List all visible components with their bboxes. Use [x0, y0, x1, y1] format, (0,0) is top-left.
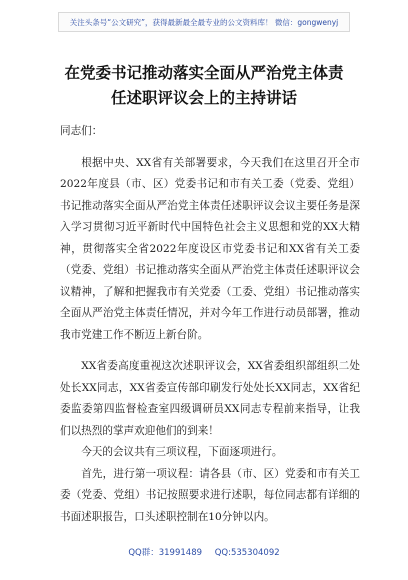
title-line-2: 任述职评议会上的主持讲话 [110, 88, 297, 107]
document-title [40, 60, 368, 110]
paragraph-1: 根据中央、XX省有关部署要求，今天我们在这里召开全市2022年度县（市、区）党委书记和市有关工委（党委、党组）书记推动落实全面从严治党主体责任述职评议会议主要任务是深入学习贯彻习近平新时代中国特色社会主义思想和党的XX大精神，贯彻落实全省2022年度设区市党委书记和XX省有关工委（党委、党组）书记推动落实全面从严治党主体责任述职评议会议精神，了解和把握我市有关党委（工委、党组）书记推动落实全面从严治党主体责任情况，并对今年工作进行动员部署，推动我市党建工作不断迈上新台阶。 [60, 156, 360, 341]
footer-qq-group: QQ群：31991489 [128, 548, 203, 558]
paragraph-2: XX省委高度重视这次述职评议会，XX省委组织部组织二处处长XX同志，XX省委宣传部印刷发行处处长XX同志，XX省纪委监委第四监督检查室四级调研员XX同志专程前来指导，让我们以热烈的掌声欢迎他们的到来！ [60, 360, 360, 437]
footer-qq: QQ:535304092 [214, 548, 280, 558]
document-body [60, 121, 360, 528]
title-line-1: 在党委书记推动落实全面从严治党主体责 [64, 63, 344, 82]
header-banner [58, 12, 350, 32]
footer-contact [0, 546, 408, 558]
banner-text: 关注头条号“公文研究”，获得最新最全最专业的公文资料库！ 微信：gongwenyj [69, 17, 339, 27]
greeting: 同志们： [60, 125, 103, 137]
paragraph-4: 首先，进行第一项议程：请各县（市、区）党委和市有关工委（党委、党组）书记按照要求进行述职，每位同志都有详细的书面述职报告，口头述职控制在10分钟以内。 [60, 467, 360, 523]
paragraph-3: 今天的会议共有三项议程，下面逐项进行。 [81, 446, 283, 458]
